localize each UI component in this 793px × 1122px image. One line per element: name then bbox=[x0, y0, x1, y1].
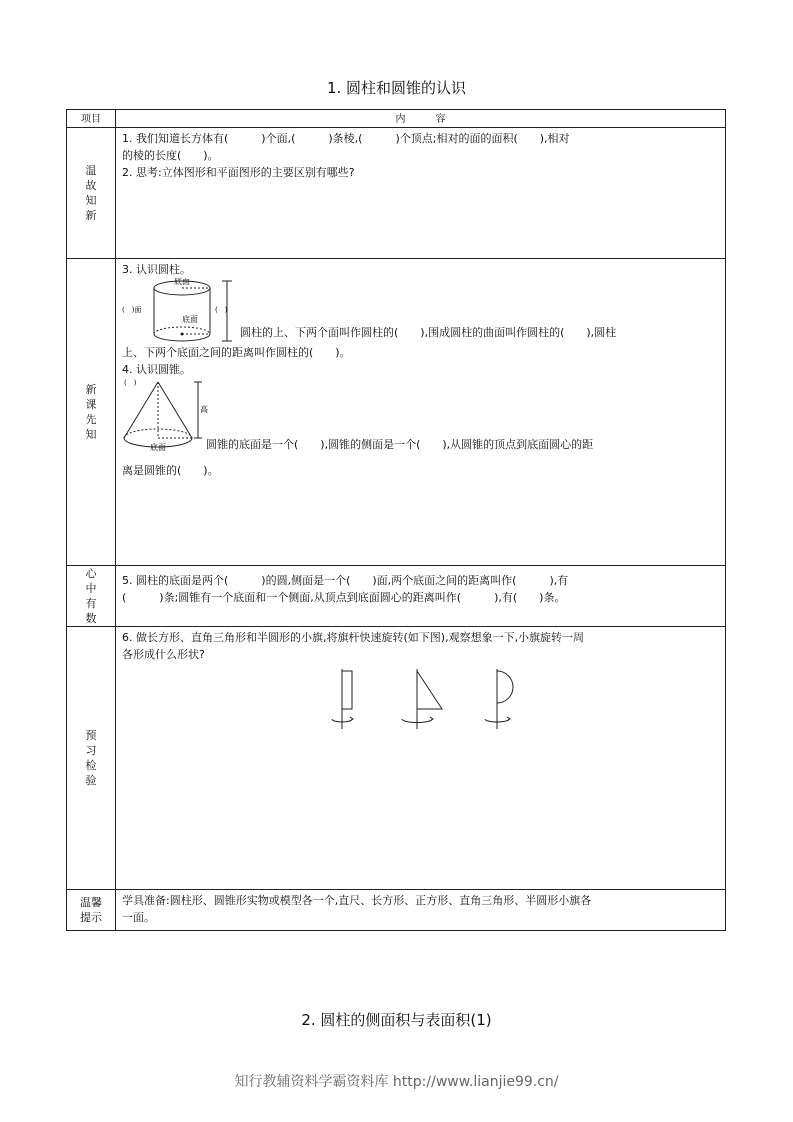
cylinder-figure bbox=[122, 278, 719, 344]
rotating-flags-diagram bbox=[322, 667, 542, 737]
rectangle-flag-icon bbox=[332, 669, 353, 729]
question-6-line-2: 各形成什么形状? bbox=[122, 648, 205, 661]
header-item: 项目 bbox=[67, 110, 116, 128]
section-check-content bbox=[116, 627, 726, 890]
section-label-tips bbox=[67, 890, 116, 931]
label-char: 预 bbox=[85, 729, 97, 742]
question-2: 2. 思考:立体图形和平面图形的主要区别有哪些? bbox=[122, 166, 355, 179]
question-1-line-2: 的棱的长度( )。 bbox=[122, 149, 219, 162]
label-char: 提示 bbox=[80, 911, 102, 924]
question-5-line-1: 5. 圆柱的底面是两个( )的圆,侧面是一个( )面,两个底面之间的距离叫作( ),有 bbox=[122, 574, 569, 587]
cylinder-diagram bbox=[122, 278, 252, 344]
label-char: 新 bbox=[85, 209, 97, 222]
label-char: 心 bbox=[85, 567, 97, 580]
tips-line-2: 一面。 bbox=[122, 911, 155, 924]
section-label-review bbox=[67, 128, 116, 259]
label-char: 新 bbox=[85, 383, 97, 396]
cone-figure bbox=[122, 378, 719, 452]
section-review-content bbox=[116, 128, 726, 259]
section-tips-content bbox=[116, 890, 726, 931]
label-char: 验 bbox=[85, 774, 97, 787]
semicircle-flag-icon bbox=[485, 669, 513, 729]
worksheet-table bbox=[66, 109, 726, 931]
label-char: 习 bbox=[85, 744, 97, 757]
page-title-2: 2. 圆柱的侧面积与表面积(1) bbox=[301, 1011, 492, 1029]
question-4-title: 4. 认识圆锥。 bbox=[122, 363, 191, 376]
label-char: 先 bbox=[85, 413, 97, 426]
question-3-title: 3. 认识圆柱。 bbox=[122, 263, 191, 276]
label-char: 有 bbox=[85, 597, 97, 610]
page-title-1: 1. 圆柱和圆锥的认识 bbox=[326, 79, 467, 97]
section-new-content bbox=[116, 259, 726, 566]
cone-height-label: 高 bbox=[200, 405, 208, 414]
cone-text-line-2: 离是圆锥的( )。 bbox=[122, 464, 219, 477]
label-char: 故 bbox=[85, 179, 97, 192]
label-char: 课 bbox=[85, 398, 97, 411]
section-summary-row bbox=[67, 566, 726, 627]
label-char: 知 bbox=[85, 428, 97, 441]
section-new-row bbox=[67, 259, 726, 566]
question-1-line-1: 1. 我们知道长方体有( )个面,( )条棱,( )个顶点;相对的面的面积( ),相对 bbox=[122, 132, 570, 145]
label-char: 温 bbox=[85, 164, 97, 177]
question-5-line-2: ( )条;圆锥有一个底面和一个侧面,从顶点到底面圆心的距离叫作( ),有( )条。 bbox=[122, 591, 566, 604]
section-label-new bbox=[67, 259, 116, 566]
cone-apex-label: ( ) bbox=[124, 379, 137, 387]
section-label-summary bbox=[67, 566, 116, 627]
header-content: 内容 bbox=[116, 110, 726, 128]
cylinder-top-label: 底面 bbox=[174, 278, 190, 286]
section-tips-row bbox=[67, 890, 726, 931]
cylinder-text-line-2: 上、下两个底面之间的距离叫作圆柱的( )。 bbox=[122, 346, 351, 359]
cylinder-height-label: ( ) bbox=[215, 306, 228, 314]
table-header-row bbox=[67, 110, 726, 128]
cylinder-text-line-1: 圆柱的上、下两个面叫作圆柱的( ),围成圆柱的曲面叫作圆柱的( ),圆柱 bbox=[240, 326, 617, 339]
footer-watermark: 知行教辅资料学霸资料库 http://www.lianjie99.cn/ bbox=[234, 1074, 559, 1090]
cone-text-line-1: 圆锥的底面是一个( ),圆锥的侧面是一个( ),从圆锥的顶点到底面圆心的距 bbox=[206, 438, 594, 451]
label-char: 数 bbox=[85, 612, 97, 625]
flags-figure bbox=[122, 667, 719, 737]
question-6-line-1: 6. 做长方形、直角三角形和半圆形的小旗,将旗杆快速旋转(如下图),观察想象一下,小旗旋转一周 bbox=[122, 631, 585, 644]
label-char: 知 bbox=[85, 194, 97, 207]
tips-line-1: 学具准备:圆柱形、圆锥形实物或模型各一个,直尺、长方形、正方形、直角三角形、半圆形小旗各 bbox=[122, 894, 592, 907]
cone-diagram bbox=[122, 378, 212, 452]
label-char: 温馨 bbox=[80, 896, 102, 909]
cone-base-label: 底面 bbox=[150, 443, 166, 452]
cylinder-side-label: ( )面 bbox=[122, 306, 142, 314]
section-check-row bbox=[67, 627, 726, 890]
label-char: 检 bbox=[85, 759, 97, 772]
triangle-flag-icon bbox=[402, 669, 442, 729]
label-char: 中 bbox=[85, 582, 97, 595]
cylinder-bottom-label: 底面 bbox=[182, 315, 198, 324]
section-summary-content bbox=[116, 566, 726, 627]
section-label-check bbox=[67, 627, 116, 890]
section-review-row bbox=[67, 128, 726, 259]
